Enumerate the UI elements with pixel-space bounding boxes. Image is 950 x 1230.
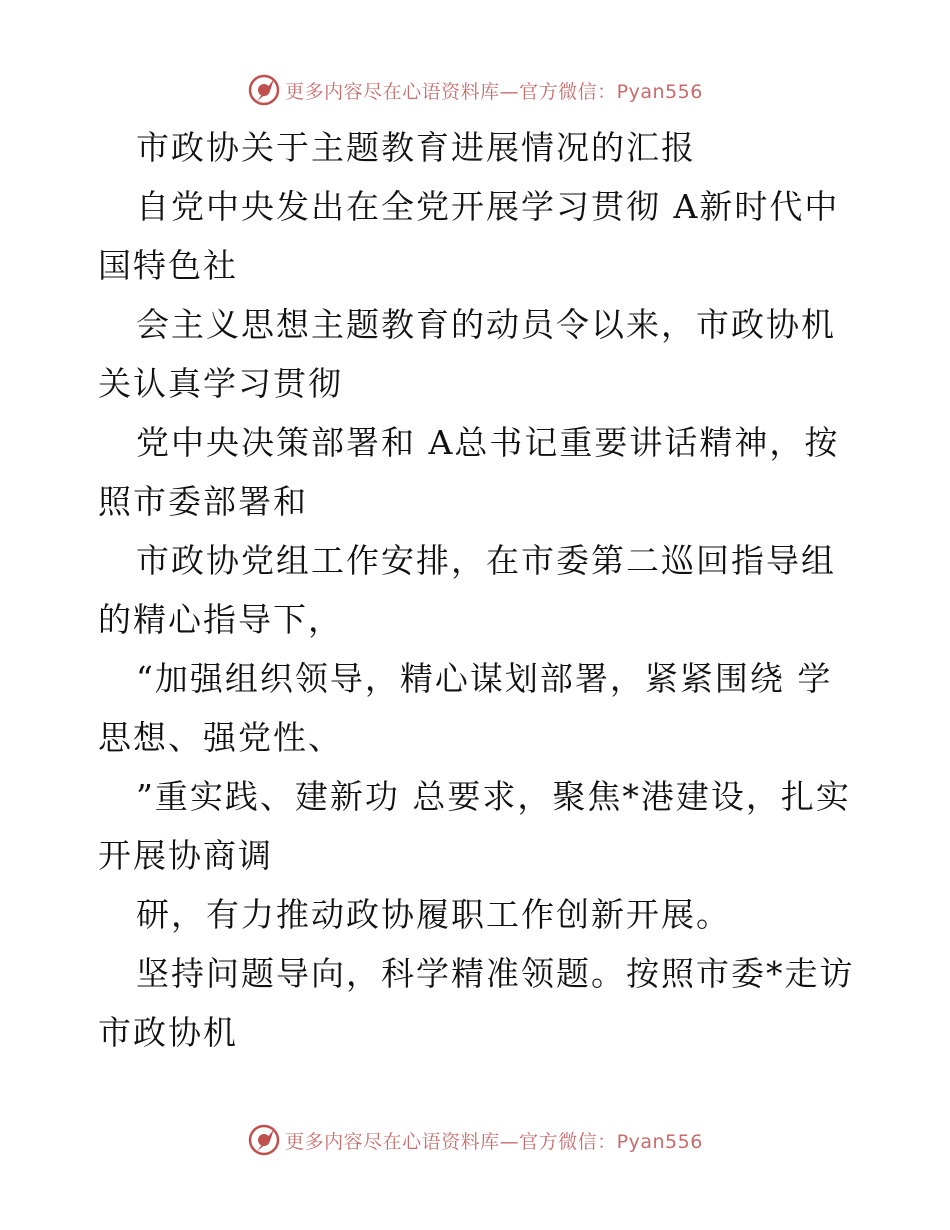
paragraph: 市政协党组工作安排，在市委第二巡回指导组的精心指导下，	[98, 541, 836, 639]
watermark-header	[0, 72, 950, 108]
quill-logo-icon	[247, 1123, 281, 1157]
paragraph: 研，有力推动政协履职工作创新开展。	[136, 895, 731, 934]
paragraph: ”重实践、建新功 总要求，聚焦*港建设，扎实开展协商调	[98, 777, 851, 875]
quill-logo-icon	[247, 73, 281, 107]
paragraph: 自党中央发出在全党开展学习贯彻 A新时代中国特色社	[98, 187, 840, 285]
watermark-text: 更多内容尽在心语资料库—官方微信：Pyan556	[285, 1130, 703, 1153]
paragraph: 会主义思想主题教育的动员令以来，市政协机关认真学习贯彻	[98, 305, 836, 403]
paragraph: 党中央决策部署和 A总书记重要讲话精神，按照市委部署和	[98, 423, 840, 521]
paragraph: 坚持问题导向，科学精准领题。按照市委*走访市政协机	[98, 954, 855, 1052]
watermark-text: 更多内容尽在心语资料库—官方微信：Pyan556	[285, 80, 703, 103]
watermark-footer	[0, 1122, 950, 1158]
paragraph: “加强组织领导，精心谋划部署，紧紧围绕 学思想、强党性、	[98, 659, 833, 757]
paragraph-title: 市政协关于主题教育进展情况的汇报	[136, 128, 696, 167]
document-body	[98, 118, 858, 1062]
